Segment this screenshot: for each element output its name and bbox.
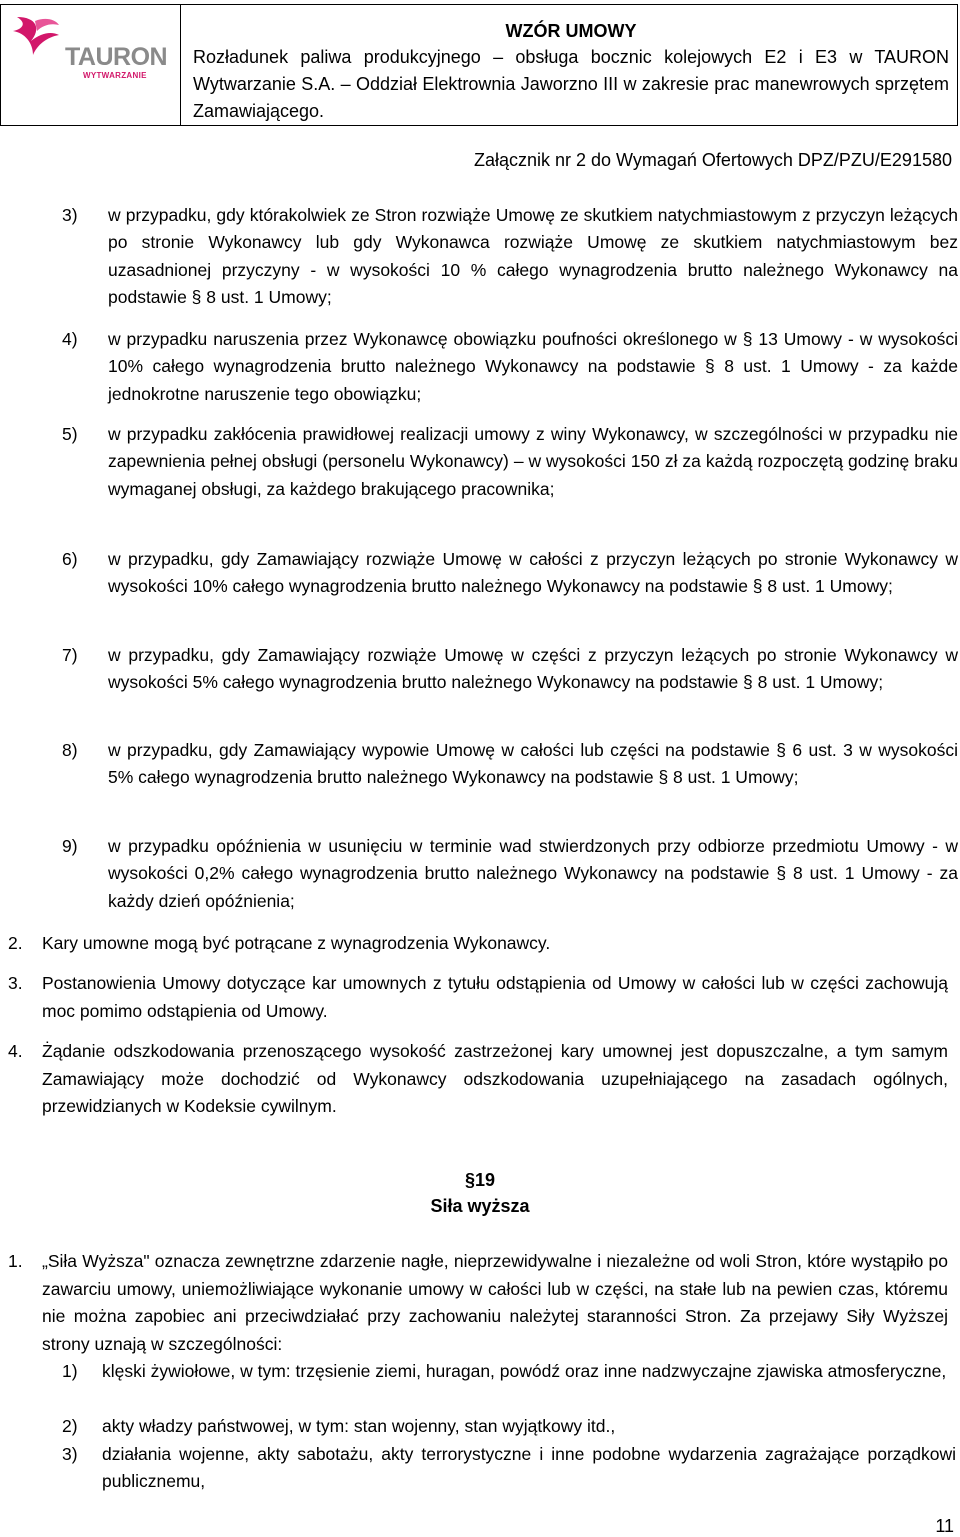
list-item xyxy=(62,421,958,503)
paragraph xyxy=(0,1248,948,1358)
item-number: 7) xyxy=(62,645,78,665)
list-item xyxy=(62,326,958,408)
paragraph-text: Postanowienia Umowy dotyczące kar umownych z tytułu odstąpienia od Umowy w całości lub w części zachowują moc pomimo odstąpienia od Umowy. xyxy=(42,973,948,1021)
item-number: 2) xyxy=(62,1416,78,1436)
item-text: działania wojenne, akty sabotażu, akty terrorystyczne i inne podobne wydarzenia zagrażające porządkowi publicznemu, xyxy=(102,1444,956,1492)
item-number: 3) xyxy=(62,1444,78,1464)
item-text: w przypadku, gdy Zamawiający rozwiąże Umowę w części z przyczyn leżących po stronie Wykonawcy w wysokości 5% całego wynagrodzenia brutto należnego Wykonawcy na podstawie § 8 ust. 1 Umowy; xyxy=(108,645,958,693)
paragraph xyxy=(0,970,948,1025)
item-number: 9) xyxy=(62,836,78,856)
list-item xyxy=(62,202,958,311)
paragraph-number: 2. xyxy=(8,933,23,953)
item-text: w przypadku, gdy Zamawiający rozwiąże Umowę w całości z przyczyn leżących po stronie Wykonawcy w wysokości 10% całego wynagrodzenia brutto należnego Wykonawcy na podstawie § 8 ust. 1 Umowy; xyxy=(108,549,958,597)
paragraph-text: Żądanie odszkodowania przenoszącego wysokość zastrzeżonej kary umownej jest dopuszczalne, a tym samym Zamawiający może dochodzić od Wykonawcy odszkodowania uzupełniającego na zasadach ogólnych, przewidzianych w Kodeksie cywilnym. xyxy=(42,1041,948,1116)
list-item xyxy=(62,1413,956,1440)
attachment-reference: Załącznik nr 2 do Wymagań Ofertowych DPZ/PZU/E291580 xyxy=(473,150,952,170)
paragraph-number: 4. xyxy=(8,1041,23,1061)
paragraph xyxy=(0,930,948,958)
item-text: w przypadku opóźnienia w usunięciu w terminie wad stwierdzonych przy odbiorze przedmiotu Umowy - w wysokości 0,2% całego wynagrodzenia brutto należnego Wykonawcy na podstawie § 8 ust. 1 Umowy - za każdy dzień opóźnienia; xyxy=(108,836,958,911)
logo-subtext: WYTWARZANIE xyxy=(83,71,147,80)
list-item xyxy=(62,737,958,792)
page-number: 11 xyxy=(935,1516,954,1536)
section-title: Siła wyższa xyxy=(430,1196,530,1216)
tauron-logo-icon xyxy=(7,11,67,71)
paragraph-text: Kary umowne mogą być potrącane z wynagrodzenia Wykonawcy. xyxy=(42,933,551,953)
document-subtitle: Rozładunek paliwa produkcyjnego – obsługa bocznic kolejowych E2 i E3 w TAURON Wytwarzanie S.A. – Oddział Elektrownia Jaworzno III w zakresie prac manewrowych sprzętem Zamawiającego. xyxy=(193,47,949,121)
logo-cell xyxy=(1,5,181,125)
paragraph xyxy=(0,1038,948,1121)
paragraph-text: „Siła Wyższa" oznacza zewnętrzne zdarzenie nagłe, nieprzewidywalne i niezależne od woli Stron, które wystąpiło po zawarciu umowy, uniemożliwiające wykonanie umowy w całości lub w części, na stałe lub na pewien czas, któremu nie można zapobiec ani przeciwdziałać przy zachowaniu należytej staranności Stron. Za przejawy Siły Wyższej strony uznają w szczególności: xyxy=(42,1251,948,1354)
list-item xyxy=(62,1358,956,1385)
item-text: w przypadku zakłócenia prawidłowej realizacji umowy z winy Wykonawcy, w szczególności w przypadku nie zapewnienia pełnej obsługi (personelu Wykonawcy) – w wysokości 150 zł za każdą rozpoczętą godzinę braku wymaganej obsługi, za każdego brakującego pracownika; xyxy=(108,424,958,499)
list-item xyxy=(62,1441,956,1496)
item-text: akty władzy państwowej, w tym: stan wojenny, stan wyjątkowy itd., xyxy=(102,1416,616,1436)
document-header xyxy=(0,4,958,126)
item-number: 1) xyxy=(62,1361,78,1381)
list-item xyxy=(62,642,958,697)
item-text: w przypadku, gdy Zamawiający wypowie Umowę w całości lub części na podstawie § 6 ust. 3 w wysokości 5% całego wynagrodzenia brutto należnego Wykonawcy na podstawie § 8 ust. 1 Umowy; xyxy=(108,740,958,788)
item-text: klęski żywiołowe, w tym: trzęsienie ziemi, huragan, powódź oraz inne nadzwyczajne zjawiska atmosferyczne, xyxy=(102,1361,947,1381)
item-text: w przypadku, gdy którakolwiek ze Stron rozwiąże Umowę ze skutkiem natychmiastowym z przyczyn leżących po stronie Wykonawcy lub gdy Wykonawca rozwiąże Umowę ze skutkiem natychmiastowym bez uzasadnionej przyczyny - w wysokości 10 % całego wynagrodzenia brutto należnego Wykonawcy na podstawie § 8 ust. 1 Umowy; xyxy=(108,205,958,307)
section-number: §19 xyxy=(464,1170,496,1190)
item-number: 6) xyxy=(62,549,78,569)
item-number: 4) xyxy=(62,329,78,349)
paragraph-number: 3. xyxy=(8,973,23,993)
logo-wordmark: TAURON xyxy=(65,43,168,71)
header-title-cell xyxy=(193,19,949,125)
item-text: w przypadku naruszenia przez Wykonawcę obowiązku poufności określonego w § 13 Umowy - w wysokości 10% całego wynagrodzenia brutto należnego Wykonawcy na podstawie § 8 ust. 1 Umowy - za każde jednokrotne naruszenie tego obowiązku; xyxy=(108,329,958,404)
paragraph-number: 1. xyxy=(8,1251,23,1271)
item-number: 5) xyxy=(62,424,78,444)
item-number: 8) xyxy=(62,740,78,760)
list-item xyxy=(62,546,958,601)
list-item xyxy=(62,833,958,915)
document-title: WZÓR UMOWY xyxy=(505,21,637,41)
item-number: 3) xyxy=(62,205,78,225)
